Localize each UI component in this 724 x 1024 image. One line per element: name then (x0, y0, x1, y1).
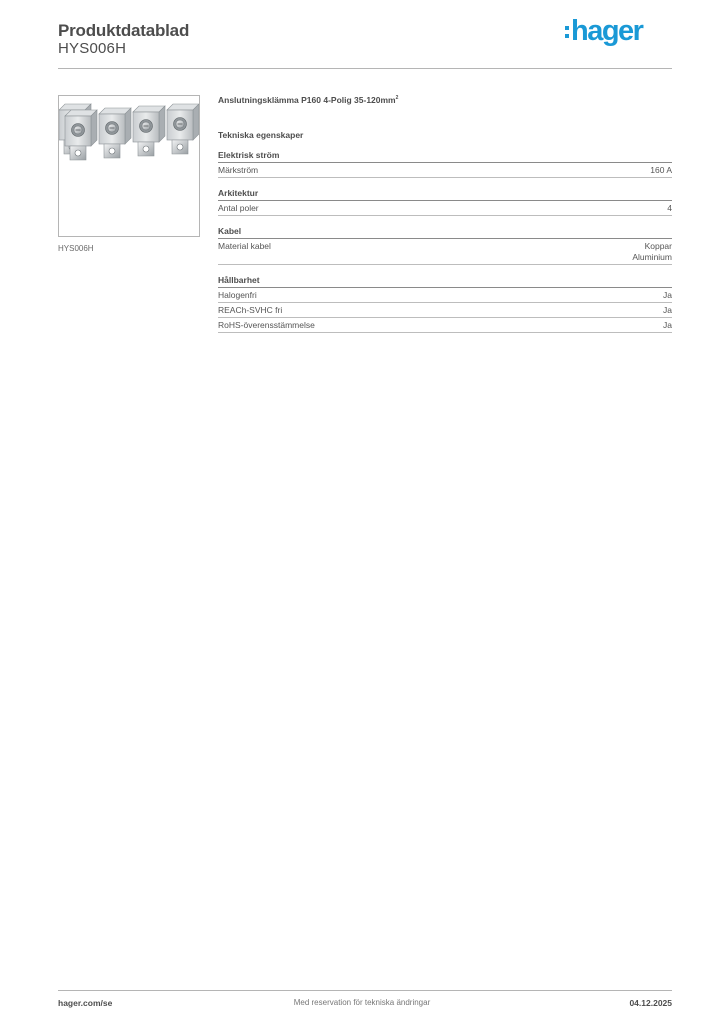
logo-text: hager (571, 15, 643, 47)
spec-value-line: 4 (667, 203, 672, 213)
footer-divider (58, 990, 672, 991)
spec-group-title: Kabel (218, 226, 672, 239)
image-caption: HYS006H (58, 244, 94, 253)
logo-dots-icon (565, 21, 569, 43)
spec-value-line: Koppar (644, 241, 672, 251)
header-divider (58, 68, 672, 69)
spec-row (218, 318, 672, 333)
product-name-text: Anslutningsklämma P160 4-Polig 35-120mm (218, 95, 396, 105)
spec-group-title: Hållbarhet (218, 275, 672, 288)
spec-row (218, 201, 672, 216)
footer-date: 04.12.2025 (629, 998, 672, 1008)
footer-website[interactable]: hager.com/se (58, 998, 113, 1008)
spec-row (218, 163, 672, 178)
terminal-clamp-image (59, 96, 199, 236)
page-title: Produktdatablad (58, 21, 190, 40)
spec-row (218, 303, 672, 318)
spec-group (218, 150, 672, 178)
spec-value-line: 160 A (650, 165, 672, 175)
spec-label: Märkström (218, 165, 259, 175)
spec-label: Halogenfri (218, 290, 257, 300)
spec-value (650, 165, 672, 176)
spec-label: Material kabel (218, 241, 271, 251)
spec-value (663, 305, 672, 316)
spec-group (218, 275, 672, 333)
spec-label: REACh-SVHC fri (218, 305, 283, 315)
spec-value-line: Ja (663, 305, 672, 315)
spec-groups (218, 150, 672, 333)
spec-group-title: Arkitektur (218, 188, 672, 201)
product-name-superscript: 2 (395, 95, 399, 102)
product-image (58, 95, 200, 237)
spec-value (632, 241, 672, 263)
section-heading: Tekniska egenskaper (218, 130, 304, 140)
spec-label: RoHS-överensstämmelse (218, 320, 315, 330)
spec-group-title: Elektrisk ström (218, 150, 672, 163)
spec-label: Antal poler (218, 203, 259, 213)
product-name (218, 95, 672, 107)
product-code: HYS006H (58, 40, 127, 57)
spec-panel (218, 95, 672, 333)
spec-value (663, 320, 672, 331)
spec-value-line: Ja (663, 320, 672, 330)
spec-value-line: Ja (663, 290, 672, 300)
spec-value (667, 203, 672, 214)
hager-logo[interactable] (565, 14, 642, 48)
spec-row (218, 239, 672, 265)
spec-group (218, 188, 672, 216)
footer-disclaimer: Med reservation för tekniska ändringar (293, 998, 431, 1007)
spec-value-line: Aluminium (632, 252, 672, 262)
spec-row (218, 288, 672, 303)
spec-value (663, 290, 672, 301)
spec-group (218, 226, 672, 265)
